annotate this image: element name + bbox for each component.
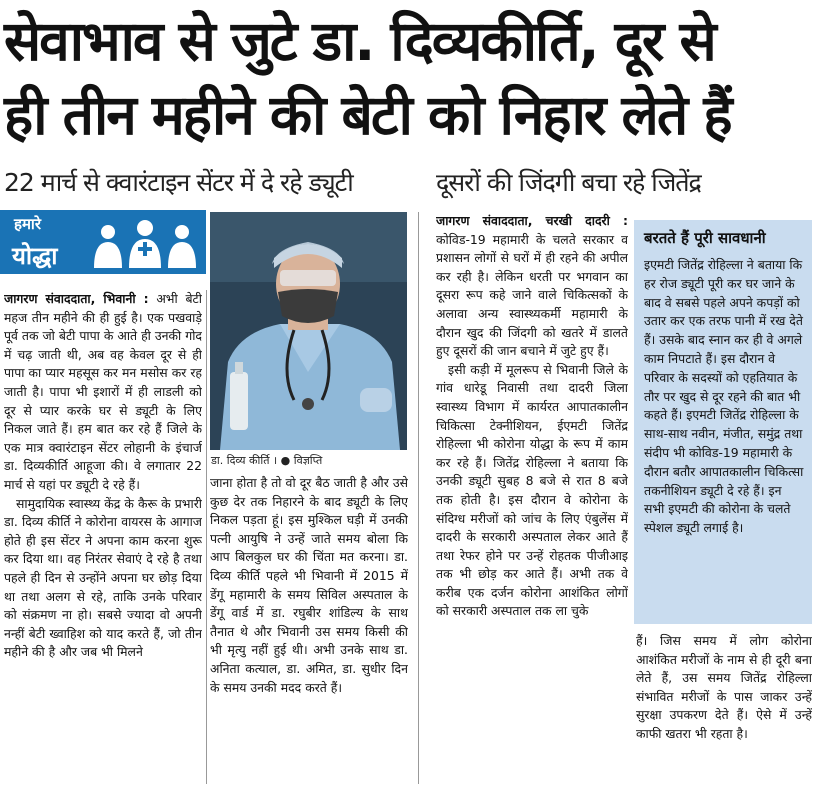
doctor-photo bbox=[210, 212, 407, 450]
headline bbox=[4, 4, 810, 152]
badge-line-2: योद्धा bbox=[12, 242, 58, 270]
article-left-col-1 bbox=[4, 290, 202, 788]
article-right-byline: जागरण संवाददाता, चरखी दादरी : bbox=[436, 213, 628, 228]
people-group-icon bbox=[88, 218, 202, 270]
hamare-yoddha-badge bbox=[0, 210, 206, 274]
article-right-para-3: हैं। जिस समय में लोग कोरोना आशंकित मरीजों के नाम से ही दूरी बना लेते हैं, उस समय जितेंद्र रोहिल्ला संभावित मरीजों के पास जाकर उन्हें सुरक्षा उपकरण देते हैं। ऐसे में उन्हें काफी खतरा भी रहता है। bbox=[636, 633, 812, 741]
article-left-para-1: अभी बेटी महज तीन महीने की ही हुई है। एक पखवाड़े पूर्व तक जो बेटी पापा के आते ही उनकी गोद में चढ़ जाती थी, अब वह केवल दूर से ही पापा का प्यार महसूस कर मन मसोस कर रह जाती है। पापा भी इशारों में ही लाडली को दूर से प्यार करके घर से ड्यूटी के लिए निकल जाते हैं। हम बात कर रहे हैं जिले के एक मात्र क्वारंटाइन सेंटर लोहानी के इंचार्ज डा. दिव्यकीर्ति आहूजा की। वे लगातार 22 मार्च से यहां पर ड्यूटी दे रहे हैं। bbox=[4, 291, 202, 492]
article-left-para-3: जाना होता है तो वो दूर बैठ जाती है और उसे कुछ देर तक निहारने के बाद ड्यूटी के लिए निकल पड़ता हूं। इस मुश्किल घड़ी में उनकी पत्नी आयुषि ने उन्हें जाते समय बोला कि आप बिलकुल घर की चिंता मत करना। डा. दिव्य कीर्ति पहले भी भिवानी में 2015 में डेंगू महामारी के समय सिविल अस्पताल के डेंगू वार्ड में डा. रघुबीर शांडिल्य के साथ तैनात थे और भिवानी उस समय किसी की भी मृत्यु नहीं हुई थी। अभी उनके साथ डा. अनिता कत्याल, डा. अमित, डा. सुधीर दिन के समय उनकी मदद करते हैं। bbox=[210, 475, 408, 695]
headline-line-1: सेवाभाव से जुटे डा. दिव्यकीर्ति, दूर से bbox=[4, 9, 715, 73]
photo-caption: डा. दिव्य कीर्ति । ● विज्ञप्ति bbox=[211, 454, 323, 467]
subheadline-left: 22 मार्च से क्वारंटाइन सेंटर में दे रहे ड्यूटी bbox=[4, 168, 353, 197]
article-left-para-2: सामुदायिक स्वास्थ्य केंद्र के कैरू के प्रभारी डा. दिव्य कीर्ति ने कोरोना वायरस के आगाज होते ही इस सेंटर ने अपना काम करना शुरू कर दिया था। वह निरंतर सेवाएं दे रहे है तथा पहले ही दिन से उन्होंने अपना घर छोड़ दिया था तथा अलग से रहे, ताकि उनके परिवार को संक्रमण ना हो। सबसे ज्यादा वो अपनी नन्हीं बेटी ख्वाहिश को याद करते हैं, जो तीन महीने की है और जब भी मिलने bbox=[4, 495, 202, 660]
article-right-col-1 bbox=[436, 212, 628, 788]
badge-line-1: हमारे bbox=[14, 215, 41, 233]
article-left-col-2 bbox=[210, 474, 408, 788]
article-left-byline: जागरण संवाददाता, भिवानी : bbox=[4, 291, 149, 306]
column-divider bbox=[206, 290, 207, 784]
article-right-para-2: इसी कड़ी में मूलरूप से भिवानी जिले के गांव धारेडू निवासी तथा दादरी जिला स्वास्थ्य विभाग में कार्यरत आपातकालीन चिकित्सा टेक्नीशियन, ईएमटी जितेंद्र रोहिल्ला भी कोरोना योद्धा के रूप में काम कर रहे हैं। जितेंद्र रोहिल्ला ने बताया कि उनकी ड्यूटी सुबह 8 बजे से रात 8 बजे तक होती है। इस दौरान वे कोरोना के संदिग्ध मरीजों को जांच के लिए एंबुलेंस में दादरी के सरकारी अस्पताल लेकर आते हैं तथा रेफर होने पर उन्हें रोहतक पीजीआइ तक भी छोड़ कर आते हैं। अभी तक वे करीब एक दर्जन कोरोना आशंकित लोगों को सरकारी अस्पताल तक ला चुके bbox=[436, 361, 628, 619]
article-divider bbox=[418, 212, 419, 784]
sidebar-text: इएमटी जितेंद्र रोहिल्ला ने बताया कि हर रोज ड्यूटी पूरी कर घर जाने के बाद वे सबसे पहले अपने कपड़ों को उतार कर एक तरफ पानी में रख देते हैं। उसके बाद स्नान कर ही वे अगले काम निपटाते हैं। इस दौरान वे परिवार के सदस्यों को एहतियात के तौर पर खुद से दूर रहने की बात भी कहते हैं। इएमटी जितेंद्र रोहिल्ला के साथ-साथ नवीन, मंजीत, समुंद्र तथा संदीप भी कोविड-19 महामारी के दौरान बतौर आपातकालीन चिकित्सा तकनीशियन ड्यूटी दे रहे हैं। इन सभी इएमटी की कोरोना के चलते स्पेशल ड्यूटी लगाई है। bbox=[644, 257, 804, 536]
article-right-para-1: कोविड-19 महामारी के चलते सरकार व प्रशासन लोगों से घरों में ही रहने की अपील कर रही है। लेकिन धरती पर भगवान का दूसरा रूप कहे जाने वाले चिकित्सकों के अलावा अन्य स्वास्थ्यकर्मी महामारी के दौरान खुद की जिंदगी को खतरे में डालते हुए दूसरों की जान बचाने में जुटे हुए हैं। bbox=[436, 231, 628, 359]
subheadline-right: दूसरों की जिंदगी बचा रहे जितेंद्र bbox=[436, 168, 701, 197]
sidebar-title: बरतते हैं पूरी सावधानी bbox=[644, 229, 766, 247]
sidebar-box bbox=[634, 220, 812, 624]
headline-line-2: ही तीन महीने की बेटी को निहार लेते हैं bbox=[4, 83, 731, 147]
article-right-col-2 bbox=[636, 632, 812, 788]
